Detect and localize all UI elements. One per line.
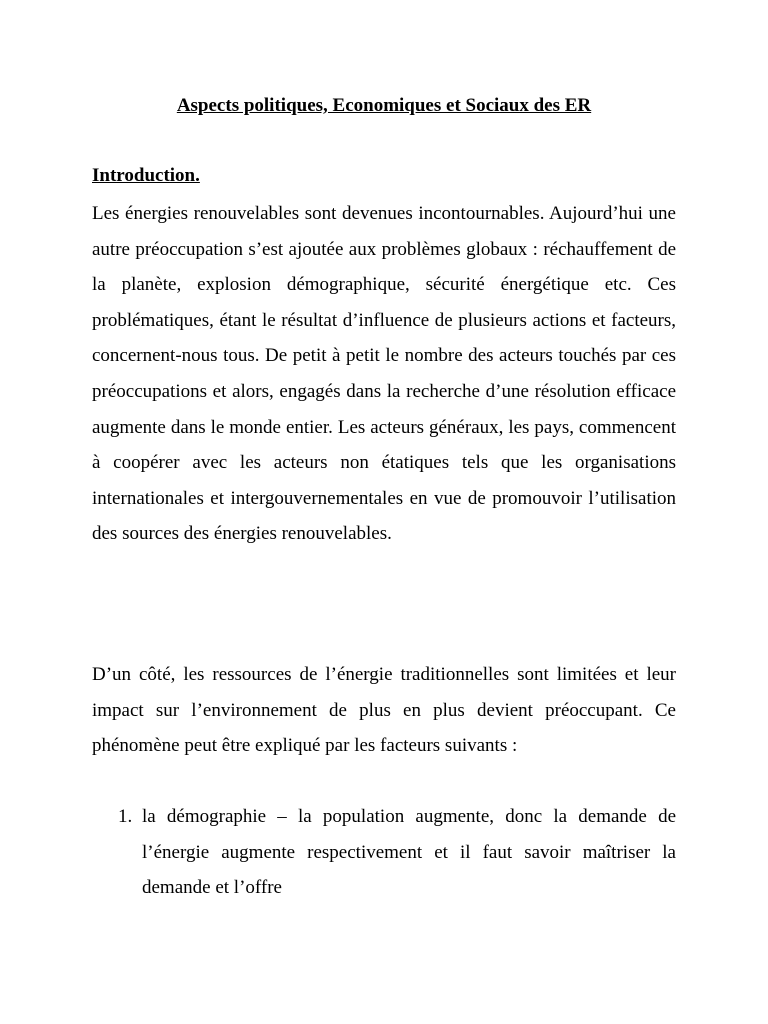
factors-list bbox=[92, 799, 676, 906]
document-title: Aspects politiques, Economiques et Sociaux des ER bbox=[176, 95, 592, 116]
paragraph-intro: Les énergies renouvelables sont devenues incontournables. Aujourd’hui une autre préoccupation s’est ajoutée aux problèmes globaux : réchauffement de la planète, explosion démographique, sécurité énergétique etc. Ces problématiques, étant le résultat d’influence de plusieurs actions et facteurs, concernent-nous tous. De petit à petit le nombre des acteurs touchés par ces préoccupations et alors, engagés dans la recherche d’une résolution efficace augmente dans le monde entier. Les acteurs généraux, les pays, commencent à coopérer avec les acteurs non étatiques tels que les organisations internationales et intergouvernementales en vue de promouvoir l’utilisation des sources des énergies renouvelables. bbox=[92, 203, 676, 545]
list-item-number: 1. bbox=[118, 806, 133, 827]
list-item-text: la démographie – la population augmente, donc la demande de l’énergie augmente respectivement et il faut savoir maîtriser la demande et l’offre bbox=[142, 806, 676, 899]
paragraph-resources: D’un côté, les ressources de l’énergie traditionnelles sont limitées et leur impact sur l’environnement de plus en plus devient préoccupant. Ce phénomène peut être expliqué par les facteurs suivants : bbox=[92, 664, 676, 757]
list-item bbox=[92, 799, 676, 906]
section-heading: Introduction. bbox=[92, 165, 200, 186]
